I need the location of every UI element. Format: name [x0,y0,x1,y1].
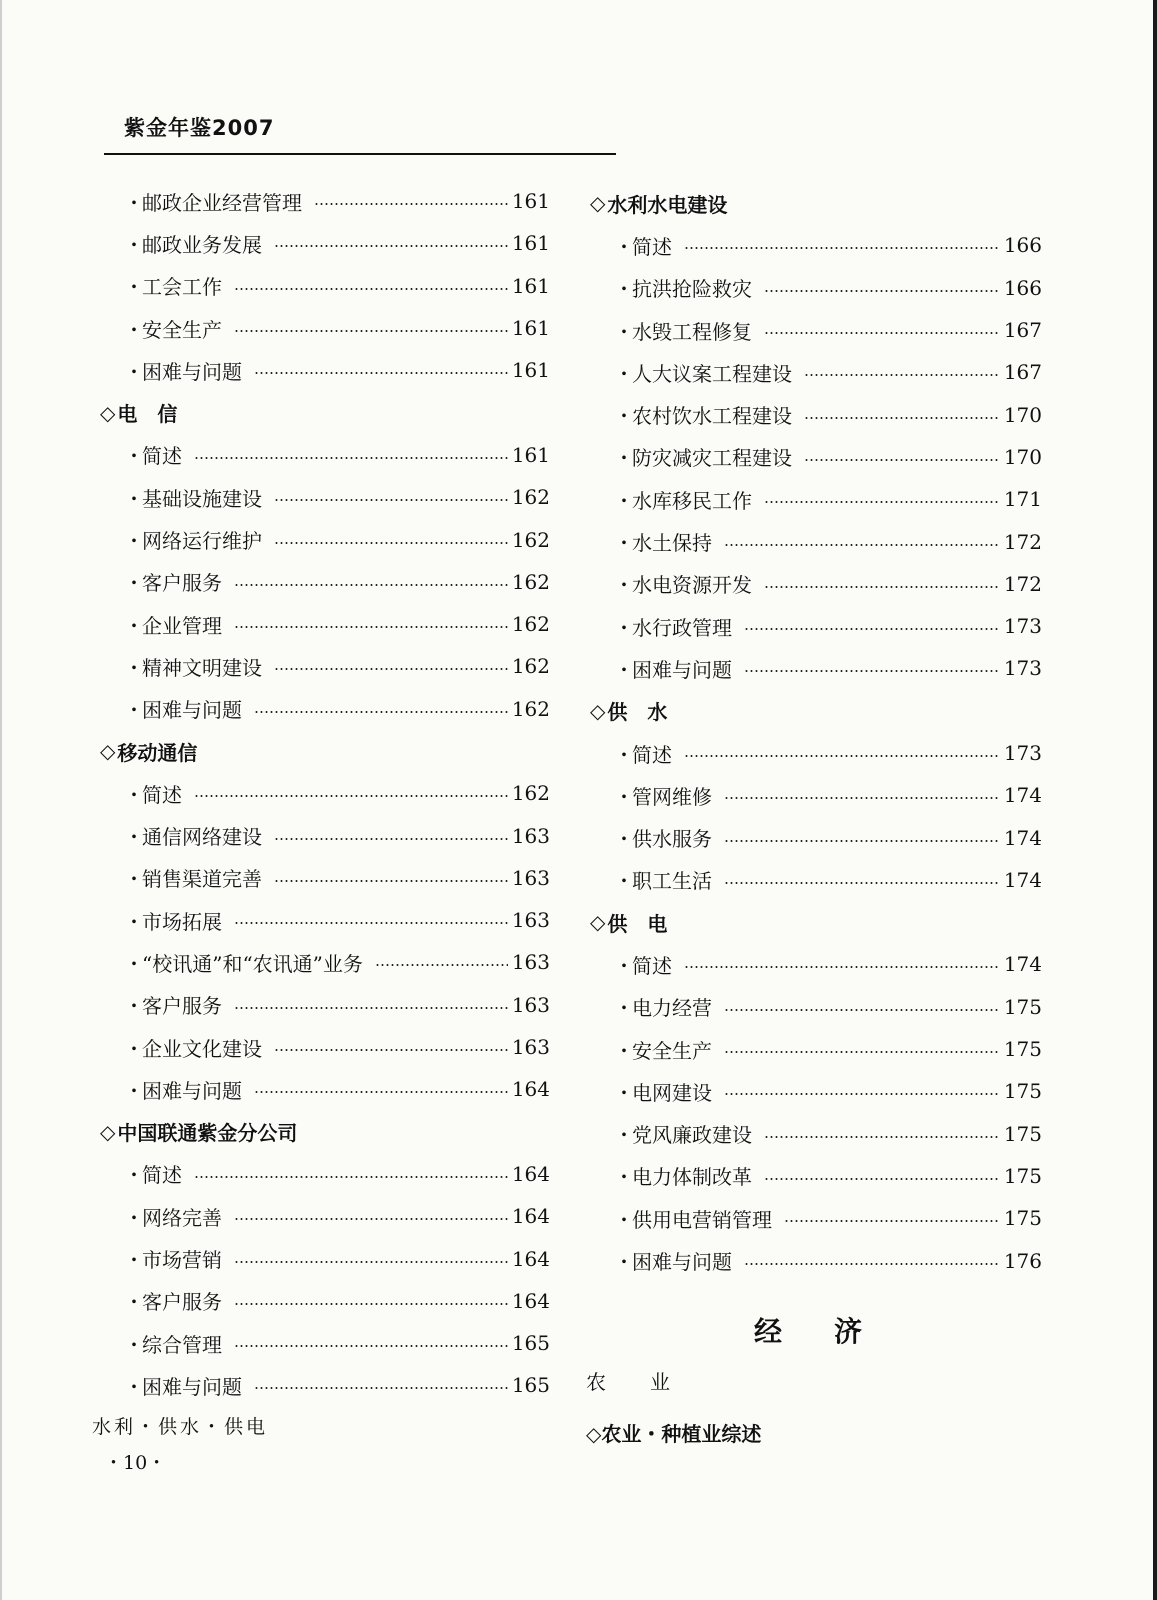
bullet-icon: ・ [124,994,144,1019]
bullet-icon: ・ [614,1250,634,1275]
toc-entry [590,267,1042,309]
toc-page-number: 164 [511,1246,550,1271]
toc-page-number: 173 [1003,741,1042,765]
toc-entry-title: 简述 [142,444,182,469]
bullet-icon: ・ [614,953,634,978]
toc-entry-title: 困难与问题 [142,698,242,723]
toc-page-number: 174 [1003,952,1042,977]
bullet-icon: ・ [124,613,144,638]
dot-leader [724,840,1000,842]
toc-entry [590,520,1042,562]
toc-entry-title: 职工生活 [632,869,712,894]
dot-leader [724,797,1000,799]
toc-entry [100,476,550,518]
toc-page-number: 167 [1003,318,1042,343]
toc-entry-title: 水行政管理 [632,615,732,640]
toc-entry [590,393,1042,435]
dot-leader [724,1093,1000,1095]
toc-entry [590,986,1042,1028]
toc-section-label: 中国联通紫金分公司 [117,1121,298,1146]
scan-edge-right [1153,0,1157,1600]
toc-page-number: 164 [511,1077,550,1102]
bullet-icon: ・ [124,571,144,596]
toc-entry-title: 困难与问题 [142,359,242,384]
dot-leader [274,880,508,882]
bullet-icon: ・ [124,1248,144,1273]
dot-leader [254,1091,508,1093]
dot-leader [234,584,508,586]
toc-section-label: 供 电 [607,911,668,936]
toc-entry [590,732,1042,774]
dot-leader [274,245,508,247]
toc-entry [590,816,1042,858]
dot-leader [684,755,1000,757]
dot-leader [274,838,508,840]
header-rule [104,153,616,155]
toc-page-number: 175 [1003,1163,1042,1188]
toc-entry [590,224,1042,266]
toc-page-number: 161 [511,189,550,214]
toc-entry [100,645,550,687]
toc-page-number: 170 [1003,444,1042,469]
page-header-title: 紫金年鉴2007 [124,116,275,140]
toc-entry [590,436,1042,478]
diamond-icon: ◇ [100,400,116,425]
toc-entry-title: 人大议案工程建设 [632,361,792,386]
toc-entry-title: 简述 [142,782,182,807]
toc-section-label: 供 水 [607,700,668,725]
toc-page-number: 163 [511,950,550,975]
bullet-icon: ・ [614,1080,634,1105]
bullet-icon: ・ [124,825,144,850]
bullet-icon: ・ [614,488,634,513]
toc-entry-title: 困难与问题 [632,1250,732,1275]
bullet-icon: ・ [614,1038,634,1063]
toc-entry [590,351,1042,393]
bullet-icon: ・ [614,784,634,809]
bullet-icon: ・ [614,573,634,598]
toc-section-heading [590,182,1042,224]
toc-entry-title: 党风廉政建设 [632,1123,752,1148]
toc-entry [590,1155,1042,1197]
toc-entry-title: 客户服务 [142,1290,222,1315]
dot-leader [744,628,1000,630]
toc-page-number: 163 [511,1035,550,1060]
dot-leader [684,966,1000,968]
toc-page-number: 173 [1003,656,1042,681]
bullet-icon: ・ [124,698,144,723]
toc-entry [100,349,550,391]
toc-entry-title: 基础设施建设 [142,486,262,511]
toc-entry [100,688,550,730]
toc-section-heading [100,391,550,433]
dot-leader [375,964,508,966]
toc-page-number: 164 [511,1161,550,1186]
toc-entry [100,984,550,1026]
bullet-icon: ・ [124,1078,144,1103]
dot-leader [784,1220,1000,1222]
bullet-icon: ・ [124,655,144,680]
bullet-icon: ・ [124,951,144,976]
dot-leader [254,1387,508,1389]
bullet-icon: ・ [124,444,144,469]
bullet-icon: ・ [614,1165,634,1190]
toc-entry [590,1239,1042,1281]
dot-leader [724,882,1000,884]
bullet-icon: ・ [614,657,634,682]
dot-leader [724,1009,1000,1011]
toc-page-number: 165 [511,1373,550,1398]
bullet-icon: ・ [614,615,634,640]
toc-entry-title: 抗洪抢险救灾 [632,277,752,302]
toc-page-number: 165 [511,1331,550,1356]
toc-entry [590,478,1042,520]
toc-page-number: 162 [511,781,550,806]
dot-leader [274,542,508,544]
toc-entry [100,1322,550,1364]
toc-entry-title: 困难与问题 [142,1078,242,1103]
toc-entry [590,1197,1042,1239]
toc-section-heading [590,901,1042,943]
toc-page-number: 162 [511,569,550,594]
toc-entry [100,180,550,222]
dot-leader [234,1345,508,1347]
dot-leader [234,330,508,332]
toc-section-label: 水利水电建设 [607,192,728,217]
toc-page-number: 167 [1003,360,1042,385]
dot-leader [744,670,1000,672]
toc-entry [590,943,1042,985]
toc-page-number: 166 [1003,275,1042,300]
toc-entry-title: 邮政企业经营管理 [142,190,302,215]
toc-section-heading [100,730,550,772]
dot-leader [684,247,1000,249]
toc-entry [100,561,550,603]
dot-leader [234,1007,508,1009]
dot-leader [194,1176,508,1178]
toc-entry [100,1068,550,1110]
dot-leader [234,626,508,628]
toc-section-label: 移动通信 [117,740,198,765]
toc-entry [100,814,550,856]
toc-entry [590,563,1042,605]
toc-entry-title: 网络完善 [142,1205,222,1230]
toc-entry [100,1280,550,1322]
toc-page-number: 174 [1003,825,1042,850]
toc-entry-title: “校讯通”和“农讯通”业务 [142,951,363,976]
toc-entry [590,774,1042,816]
toc-entry-title: 防灾减灾工程建设 [632,446,792,471]
toc-page-number: 162 [511,612,550,637]
toc-entry-title: 水电资源开发 [632,573,752,598]
toc-page-number: 175 [1003,1037,1042,1062]
toc-entry-title: 企业文化建设 [142,1036,262,1061]
toc-section-label: 电 信 [117,402,178,427]
bullet-icon: ・ [124,1374,144,1399]
toc-entry-title: 简述 [632,234,672,259]
dot-leader [194,795,508,797]
bullet-icon: ・ [124,1205,144,1230]
toc-right-column [590,182,1042,1282]
toc-entry-title: 简述 [632,953,672,978]
toc-entry-title: 邮政业务发展 [142,232,262,257]
dot-leader [254,372,508,374]
dot-leader [724,544,1000,546]
toc-entry-title: 管网维修 [632,784,712,809]
toc-entry [100,1195,550,1237]
toc-section-heading [100,1111,550,1153]
toc-page-number: 166 [1003,233,1042,258]
toc-entry-title: 农村饮水工程建设 [632,404,792,429]
toc-entry-title: 简述 [142,1163,182,1188]
agriculture-subheading: 农业 [586,1370,714,1394]
dot-leader [764,1136,1000,1138]
toc-page-number: 162 [511,527,550,552]
toc-entry [100,1237,550,1279]
dot-leader [724,1051,1000,1053]
toc-page-number: 172 [1003,529,1042,554]
toc-page-number: 163 [511,992,550,1017]
toc-entry-title: 水土保持 [632,531,712,556]
toc-page-number: 172 [1003,571,1042,596]
bullet-icon: ・ [124,1163,144,1188]
dot-leader [804,374,1000,376]
toc-page-number: 161 [511,442,550,467]
bullet-icon: ・ [124,1290,144,1315]
bullet-icon: ・ [614,446,634,471]
toc-entry [100,1364,550,1406]
dot-leader [764,586,1000,588]
toc-page-number: 173 [1003,614,1042,639]
diamond-icon: ◇ [100,739,116,763]
toc-entry [590,605,1042,647]
toc-page-number: 161 [511,358,550,383]
toc-entry-title: 客户服务 [142,571,222,596]
toc-entry [100,434,550,476]
dot-leader [764,501,1000,503]
toc-page-number: 162 [511,485,550,510]
bullet-icon: ・ [124,867,144,892]
dot-leader [274,668,508,670]
bullet-icon: ・ [614,531,634,556]
toc-page-number: 161 [511,316,550,341]
toc-entry [100,1153,550,1195]
toc-entry-title: 安全生产 [632,1038,712,1063]
bullet-icon: ・ [124,317,144,342]
toc-entry-title: 水库移民工作 [632,488,752,513]
dot-leader [764,290,1000,292]
toc-entry-title: 电力体制改革 [632,1165,752,1190]
bullet-icon: ・ [124,782,144,807]
toc-page-number: 163 [511,908,550,933]
toc-entry [100,265,550,307]
bullet-icon: ・ [124,909,144,934]
diamond-icon: ◇ [100,1119,116,1144]
toc-page-number: 161 [511,231,550,256]
page-number: ・10・ [104,1452,167,1474]
bullet-icon: ・ [614,277,634,302]
toc-page-number: 164 [511,1204,550,1229]
toc-page-number: 175 [1003,1121,1042,1146]
toc-entry-title: 市场拓展 [142,909,222,934]
bullet-icon: ・ [614,742,634,767]
toc-entry-title: 供用电营销管理 [632,1207,772,1232]
toc-page-number: 174 [1003,867,1042,892]
dot-leader [274,499,508,501]
toc-entry [590,1070,1042,1112]
dot-leader [234,922,508,924]
toc-page-number: 170 [1003,402,1042,427]
toc-entry [590,1028,1042,1070]
toc-entry-title: 市场营销 [142,1248,222,1273]
toc-entry [590,647,1042,689]
toc-section-heading [590,690,1042,732]
dot-leader [234,288,508,290]
toc-entry [100,222,550,264]
dot-leader [234,1218,508,1220]
toc-page-number: 171 [1003,487,1042,512]
dot-leader [314,203,508,205]
agriculture-section-heading [586,1418,761,1447]
bullet-icon: ・ [124,1332,144,1357]
diamond-icon: ◇ [590,698,606,723]
section-label: 农业・种植业综述 [601,1422,762,1446]
toc-page-number: 175 [1003,1079,1042,1104]
bullet-icon: ・ [124,232,144,257]
toc-page-number: 161 [511,273,550,298]
bullet-icon: ・ [614,404,634,429]
dot-leader [234,1303,508,1305]
toc-entry [590,859,1042,901]
bullet-icon: ・ [614,234,634,259]
bullet-icon: ・ [124,529,144,554]
toc-entry [100,1026,550,1068]
bullet-icon: ・ [614,1123,634,1148]
footer-running-note: 水利・供水・供电 [92,1416,269,1438]
toc-entry-title: 安全生产 [142,317,222,342]
toc-entry [100,518,550,560]
toc-entry [590,1113,1042,1155]
dot-leader [274,1049,508,1051]
toc-entry-title: 供水服务 [632,827,712,852]
toc-entry-title: 综合管理 [142,1332,222,1357]
toc-entry-title: 客户服务 [142,994,222,1019]
dot-leader [764,1178,1000,1180]
toc-entry [100,857,550,899]
toc-page-number: 175 [1003,994,1042,1019]
bullet-icon: ・ [124,359,144,384]
scan-edge-left [0,0,2,1600]
dot-leader [234,1261,508,1263]
toc-page-number: 163 [511,865,550,890]
toc-entry [100,603,550,645]
dot-leader [254,711,508,713]
toc-page-number: 163 [511,823,550,848]
diamond-icon: ◇ [590,191,606,216]
bullet-icon: ・ [614,319,634,344]
toc-entry-title: 简述 [632,742,672,767]
toc-entry-title: 困难与问题 [142,1374,242,1399]
toc-page-number: 175 [1003,1206,1042,1231]
toc-entry-title: 水毁工程修复 [632,319,752,344]
dot-leader [764,332,1000,334]
diamond-icon: ◇ [586,1422,602,1446]
dot-leader [194,457,508,459]
toc-entry [100,772,550,814]
toc-entry-title: 电力经营 [632,996,712,1021]
toc-entry [100,941,550,983]
toc-entry [100,307,550,349]
bullet-icon: ・ [124,275,144,300]
dot-leader [804,459,1000,461]
toc-page-number: 162 [511,696,550,721]
toc-entry-title: 网络运行维护 [142,529,262,554]
bullet-icon: ・ [614,869,634,894]
bullet-icon: ・ [614,1207,634,1232]
bullet-icon: ・ [614,361,634,386]
toc-entry-title: 电网建设 [632,1080,712,1105]
toc-entry-title: 精神文明建设 [142,655,262,680]
bullet-icon: ・ [614,996,634,1021]
toc-entry [100,899,550,941]
diamond-icon: ◇ [590,910,606,935]
bullet-icon: ・ [124,486,144,511]
bullet-icon: ・ [124,1036,144,1061]
toc-entry-title: 销售渠道完善 [142,867,262,892]
economy-chapter-heading: 经济 [754,1315,915,1348]
toc-page-number: 176 [1003,1248,1042,1273]
toc-page-number: 174 [1003,783,1042,808]
bullet-icon: ・ [124,190,144,215]
toc-page-number: 162 [511,654,550,679]
toc-entry-title: 困难与问题 [632,657,732,682]
toc-entry-title: 通信网络建设 [142,825,262,850]
toc-entry-title: 工会工作 [142,275,222,300]
dot-leader [744,1263,1000,1265]
toc-entry-title: 企业管理 [142,613,222,638]
toc-entry [590,309,1042,351]
dot-leader [804,417,1000,419]
bullet-icon: ・ [614,827,634,852]
toc-left-column [100,180,550,1407]
toc-page-number: 164 [511,1288,550,1313]
